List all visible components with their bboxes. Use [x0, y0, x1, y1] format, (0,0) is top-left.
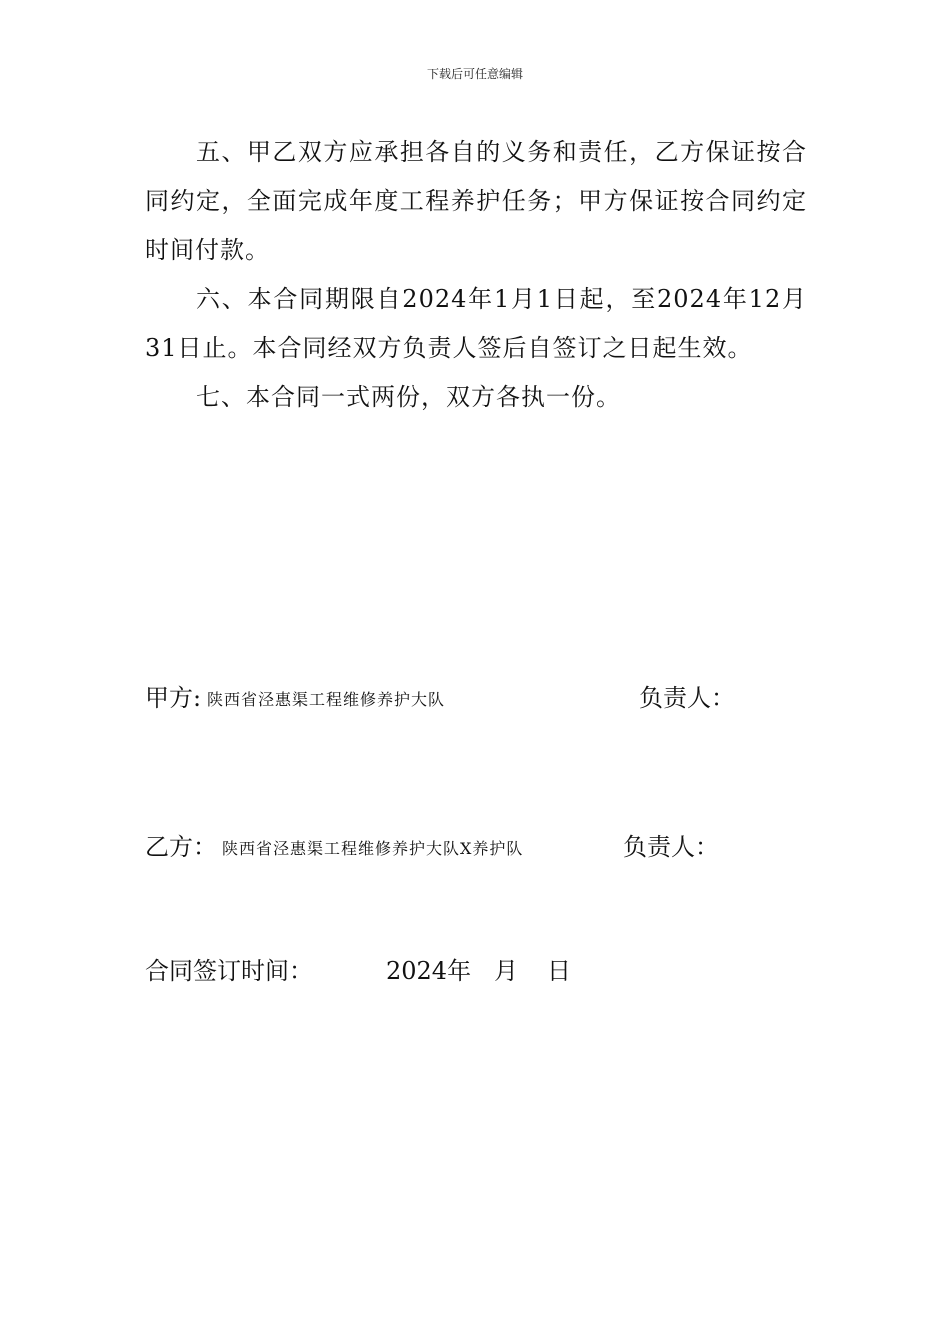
signing-month: 月 [494, 957, 518, 985]
party-a-name: 陕西省泾惠渠工程维修养护大队 [207, 690, 446, 709]
clause-6: 六、本合同期限自2024年1月1日起，至2024年12月31日止。本合同经双方负责人签后自签订之日起生效。 [145, 285, 807, 362]
party-a-label: 甲方: [145, 684, 202, 712]
signing-year: 2024年 [386, 957, 472, 985]
party-b-label: 乙方： [145, 833, 217, 861]
signing-date-row [145, 956, 845, 990]
signing-day: 日 [547, 957, 571, 985]
clause-7: 七、本合同一式两份，双方各执一份。 [196, 383, 621, 411]
party-b-rep-label: 负责人： [623, 833, 719, 861]
clause-5: 五、甲乙双方应承担各自的义务和责任，乙方保证按合同约定，全面完成年度工程养护任务；甲方保证按合同约定时间付款。 [145, 138, 807, 264]
party-a-rep-label: 负责人： [639, 684, 735, 712]
header-note: 下载后可任意编辑 [426, 67, 523, 81]
signing-date-label: 合同签订时间： [145, 957, 313, 985]
party-a-row [145, 683, 845, 717]
party-b-name: 陕西省泾惠渠工程维修养护大队X养护队 [222, 839, 524, 858]
party-b-row [145, 832, 845, 866]
contract-clauses [145, 128, 807, 422]
